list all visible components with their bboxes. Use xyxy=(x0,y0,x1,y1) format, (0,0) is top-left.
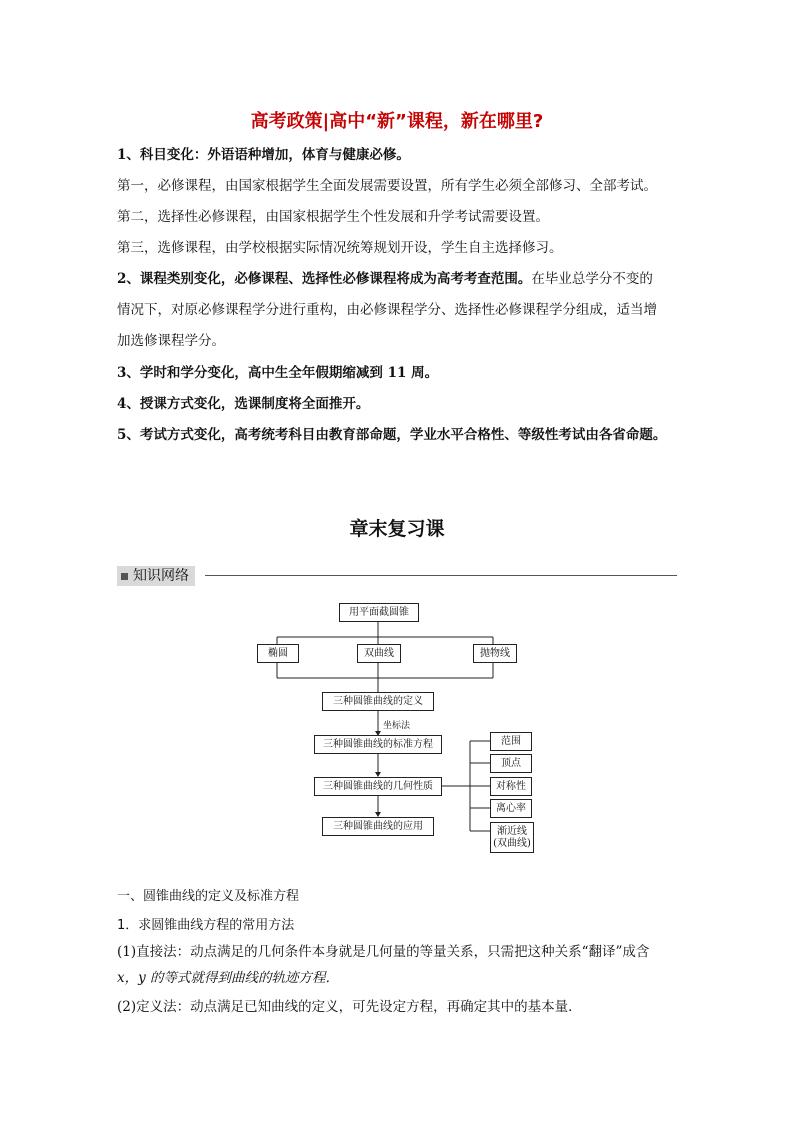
policy-item-4: 4、授课方式变化，选课制度将全面推开。 xyxy=(117,396,370,412)
body-paragraph: (2)定义法：动点满足已知曲线的定义，可先设定方程，再确定其中的基本量． xyxy=(117,999,582,1015)
node-ellipse: 椭圆 xyxy=(257,644,299,663)
prop-range: 范围 xyxy=(490,732,532,751)
node-standard-equation: 三种圆锥曲线的标准方程 xyxy=(314,735,442,754)
policy-item-1: 1、科目变化：外语语种增加，体育与健康必修。 xyxy=(117,147,410,163)
body-paragraph: (1)直接法：动点满足的几何条件本身就是几何量的等量关系，只需把这种关系“翻译”成含 xyxy=(117,944,650,960)
chapter-title: 章末复习课 xyxy=(349,518,445,540)
body-subheading: 1．求圆锥曲线方程的常用方法 xyxy=(117,918,295,933)
prop-asymptote-note: (双曲线) xyxy=(493,837,531,849)
node-root: 用平面截圆锥 xyxy=(339,603,419,622)
node-definition: 三种圆锥曲线的定义 xyxy=(322,692,434,711)
node-application: 三种圆锥曲线的应用 xyxy=(322,817,434,836)
policy-paragraph: 第二，选择性必修课程，由国家根据学生个性发展和升学考试需要设置。 xyxy=(117,209,549,225)
policy-paragraph: 第一，必修课程，由国家根据学生全面发展需要设置，所有学生必须全部修习、全部考试。 xyxy=(117,178,657,194)
policy-item-2-rest: 在毕业总学分不变的 xyxy=(531,271,653,287)
policy-paragraph: 第三，选修课程，由学校根据实际情况统筹规划开设，学生自主选择修习。 xyxy=(117,240,563,256)
prop-symmetry: 对称性 xyxy=(490,777,532,796)
prop-vertex: 顶点 xyxy=(490,754,532,773)
method-label: 坐标法 xyxy=(383,721,411,731)
node-hyperbola: 双曲线 xyxy=(357,644,401,663)
prop-asymptote xyxy=(490,822,534,853)
prop-asymptote-label: 渐近线 xyxy=(497,825,527,837)
policy-paragraph: 加选修课程学分。 xyxy=(117,333,225,349)
policy-item-2-bold: 2、课程类别变化，必修课程、选择性必修课程将成为高考考查范围。 xyxy=(117,271,532,287)
prop-eccentricity: 离心率 xyxy=(490,799,532,818)
node-parabola: 抛物线 xyxy=(473,644,517,663)
policy-title: 高考政策|高中“新”课程，新在哪里? xyxy=(250,111,544,132)
node-geometric-properties: 三种圆锥曲线的几何性质 xyxy=(314,777,442,796)
policy-item-5: 5、考试方式变化，高考统考科目由教育部命题，学业水平合格性、等级性考试由各省命题。 xyxy=(117,427,667,443)
policy-paragraph: 情况下，对原必修课程学分进行重构，由必修课程学分、选择性必修课程学分组成，适当增 xyxy=(117,302,657,318)
body-paragraph: x，y 的等式就得到曲线的轨迹方程． xyxy=(117,970,340,986)
body-heading: 一、圆锥曲线的定义及标准方程 xyxy=(117,889,300,904)
knowledge-network-text: 知识网络 xyxy=(133,568,189,584)
policy-item-3: 3、学时和学分变化，高中生全年假期缩减到 11 周。 xyxy=(117,365,439,381)
